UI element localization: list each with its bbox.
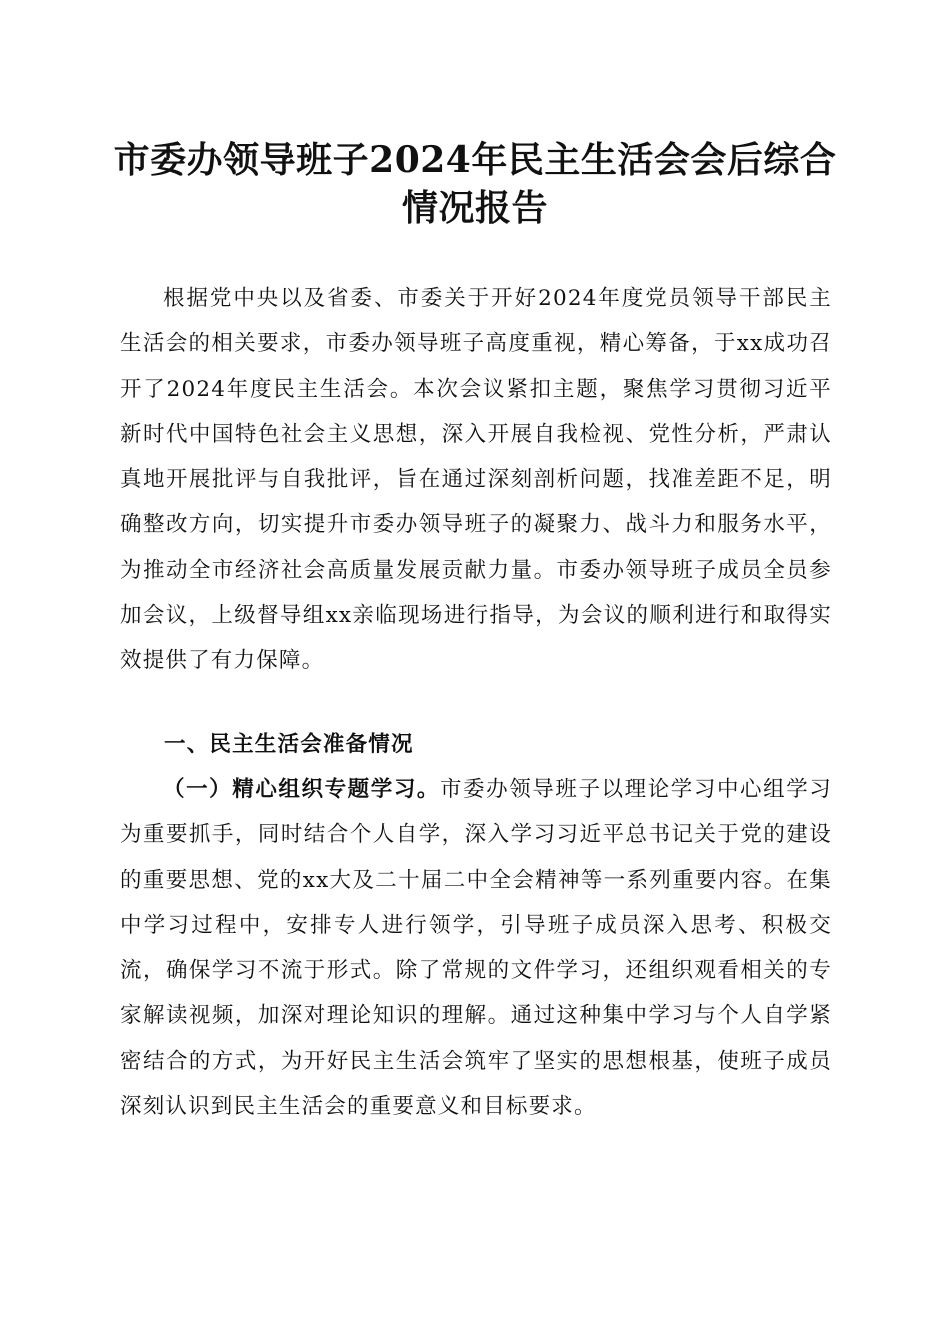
subsection-heading-study: （一）精心组织专题学习。 [163,777,440,802]
section-heading-preparation: 一、民主生活会准备情况 [164,732,414,757]
document-title [100,136,850,232]
title-line-2: 情况报告 [401,187,548,229]
subsection-paragraph-study [120,767,832,1129]
title-line-1: 市委办领导班子2024年民主生活会会后综合 [113,139,837,181]
subsection-body-study: 市委办领导班子以理论学习中心组学习为重要抓手，同时结合个人自学，深入学习习近平总书记关于党的建设的重要思想、党的xx大及二十届二中全会精神等一系列重要内容。在集中学习过程中，安排专人进行领学，引导班子成员深入思考、积极交流，确保学习不流于形式。除了常规的文件学习，还组织观看相关的专家解读视频，加深对理论知识的理解。通过这种集中学习与个人自学紧密结合的方式，为开好民主生活会筑牢了坚实的思想根基，使班子成员深刻认识到民主生活会的重要意义和目标要求。 [120,777,832,1120]
intro-paragraph: 根据党中央以及省委、市委关于开好2024年度党员领导干部民主生活会的相关要求，市委办领导班子高度重视，精心筹备，于xx成功召开了2024年度民主生活会。本次会议紧扣主题，聚焦学习贯彻习近平新时代中国特色社会主义思想，深入开展自我检视、党性分析，严肃认真地开展批评与自我批评，旨在通过深刻剖析问题，找准差距不足，明确整改方向，切实提升市委办领导班子的凝聚力、战斗力和服务水平，为推动全市经济社会高质量发展贡献力量。市委办领导班子成员全员参加会议，上级督导组xx亲临现场进行指导，为会议的顺利进行和取得实效提供了有力保障。 [120,286,832,674]
